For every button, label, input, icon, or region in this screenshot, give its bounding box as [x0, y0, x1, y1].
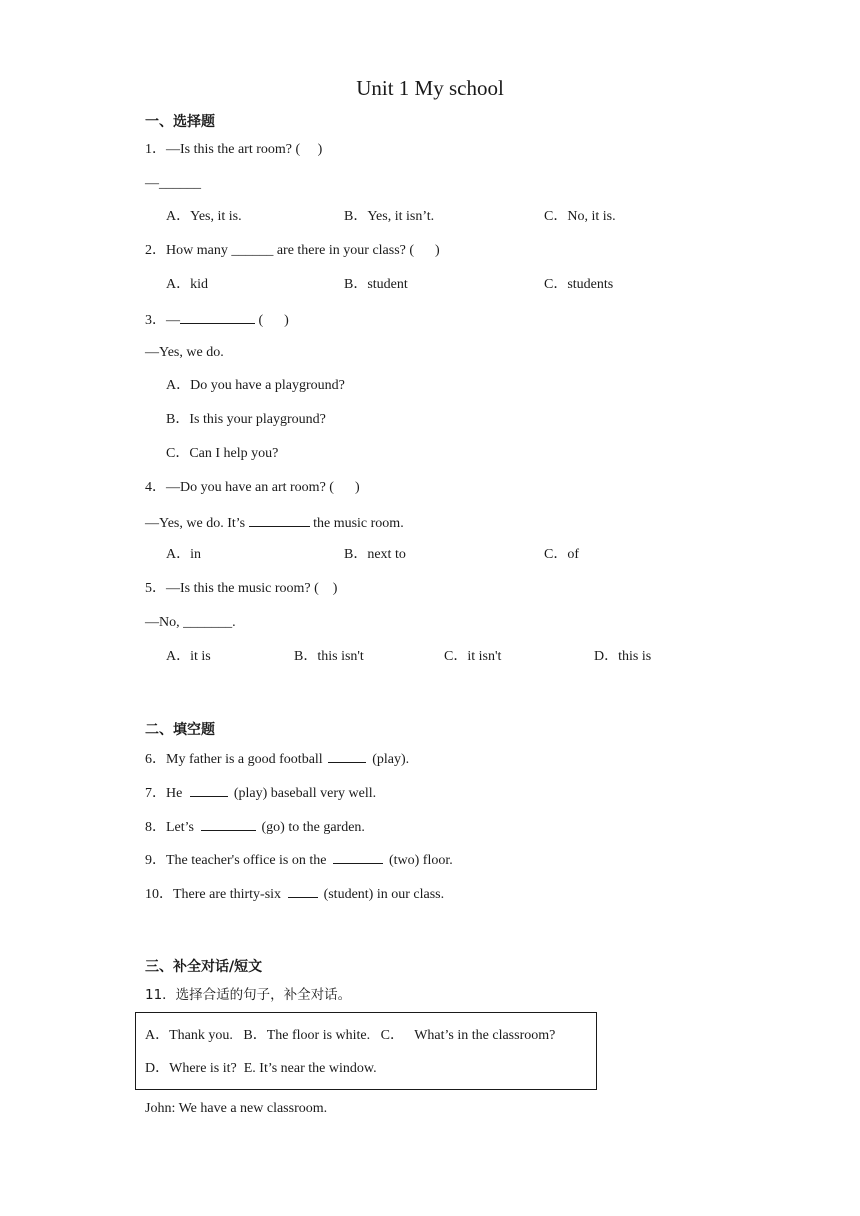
question-3-option-a: A．Do you have a playground? — [166, 378, 345, 393]
question-7-suffix: (play) baseball very well. — [233, 786, 377, 801]
dialog-line-john: John: We have a new classroom. — [145, 1101, 328, 1116]
question-2-option-b: B．student — [344, 277, 408, 292]
question-5-option-c: C．it isn't — [444, 649, 502, 664]
question-9-blank — [333, 849, 383, 864]
section-heading-choice: 一、选择题 — [145, 114, 215, 130]
question-2-stem: 2．How many ______ are there in your class? ( ) — [145, 243, 440, 258]
question-6-suffix: (play). — [372, 752, 410, 767]
question-8-prefix: 8．Let’s — [145, 820, 198, 835]
question-9-prefix: 9．The teacher's office is on the — [145, 853, 330, 868]
question-7-blank — [190, 782, 228, 797]
question-9 — [145, 849, 453, 871]
question-10 — [145, 883, 444, 905]
question-4-reply — [145, 512, 404, 534]
question-1-reply: —______ — [145, 176, 201, 191]
question-4-option-c: C．of — [544, 547, 579, 562]
question-1-option-b: B．Yes, it isn’t. — [344, 209, 435, 224]
question-6-prefix: 6．My father is a good football — [145, 752, 327, 767]
question-3-stem-suffix: ( ) — [255, 313, 289, 328]
question-6 — [145, 748, 409, 770]
question-9-suffix: (two) floor. — [388, 853, 453, 868]
options-box — [135, 1012, 597, 1090]
question-1-stem: 1．—Is this the art room? ( ) — [145, 142, 323, 157]
question-2-option-c: C．students — [544, 277, 614, 292]
question-7 — [145, 782, 376, 804]
question-8-blank — [201, 816, 256, 831]
question-8 — [145, 816, 365, 838]
question-2-option-a: A．kid — [166, 277, 208, 292]
options-box-line-1: A．Thank you. B．The floor is white. C． What’s in the classroom? — [145, 1028, 556, 1043]
section-heading-fill: 二、填空题 — [145, 722, 215, 738]
question-11-instruction: 11．选择合适的句子，补全对话。 — [145, 987, 352, 1003]
question-5-option-b: B．this isn't — [294, 649, 364, 664]
question-3-reply: —Yes, we do. — [145, 345, 224, 360]
question-4-reply-prefix: —Yes, we do. It’s — [145, 516, 249, 531]
question-3-stem — [145, 309, 289, 331]
question-4-blank — [249, 512, 310, 527]
question-10-prefix: 10．There are thirty-six — [145, 887, 285, 902]
question-7-prefix: 7．He — [145, 786, 186, 801]
question-5-option-a: A．it is — [166, 649, 211, 664]
question-3-option-c: C．Can I help you? — [166, 446, 279, 461]
question-3-blank — [180, 309, 255, 324]
page-title: Unit 1 My school — [356, 76, 504, 100]
question-5-reply: —No, _______. — [145, 615, 236, 630]
section-heading-dialog: 三、补全对话/短文 — [145, 959, 263, 975]
question-10-blank — [288, 883, 318, 898]
question-3-stem-prefix: 3．— — [145, 313, 180, 328]
question-5-option-d: D．this is — [594, 649, 652, 664]
question-4-option-b: B．next to — [344, 547, 406, 562]
question-4-reply-suffix: the music room. — [309, 516, 404, 531]
question-4-stem: 4．—Do you have an art room? ( ) — [145, 480, 360, 495]
question-4-option-a: A．in — [166, 547, 201, 562]
options-box-line-2: D．Where is it? E. It’s near the window. — [145, 1061, 377, 1076]
question-6-blank — [328, 748, 366, 763]
question-5-stem: 5．—Is this the music room? ( ) — [145, 581, 338, 596]
question-10-suffix: (student) in our class. — [323, 887, 445, 902]
question-3-option-b: B．Is this your playground? — [166, 412, 326, 427]
question-1-option-c: C．No, it is. — [544, 209, 616, 224]
question-1-option-a: A．Yes, it is. — [166, 209, 242, 224]
question-8-suffix: (go) to the garden. — [261, 820, 365, 835]
